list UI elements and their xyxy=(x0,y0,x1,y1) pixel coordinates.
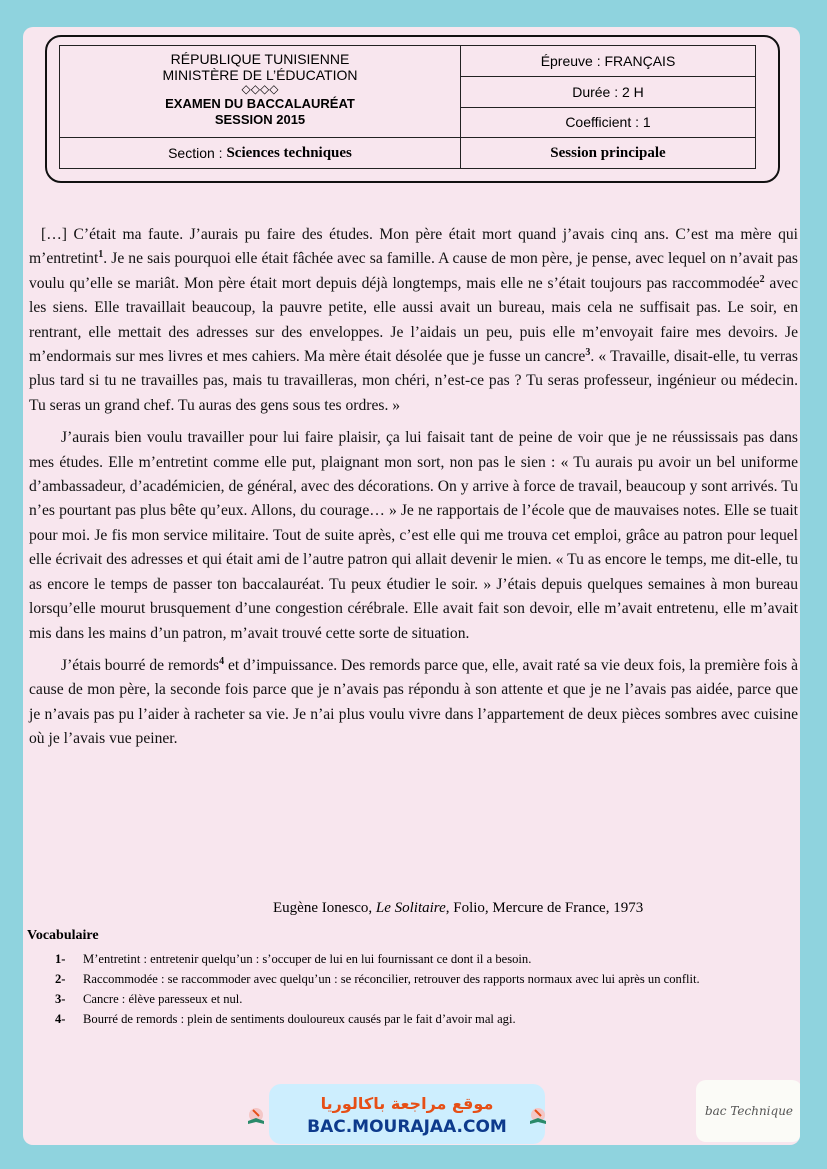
book-logo-icon xyxy=(527,1107,549,1127)
vocab-text: M’entretint : entretenir quelqu’un : s’occuper de lui en lui fournissant ce dont il a besoin. xyxy=(83,952,532,966)
header-table xyxy=(59,45,756,169)
header-right-column xyxy=(461,46,755,168)
header-left-column xyxy=(60,46,461,168)
section-value: Sciences techniques xyxy=(226,144,352,161)
p1-part-b: . Je ne sais pourquoi elle était fâchée avec sa famille. A cause de mon père, je pense, avec lequel on n’avait pas voulu qu’elle se mariât. Mon père était mort depuis déjà longtemps, mais elle ne s’était toujours pas raccommodée xyxy=(29,250,798,292)
vocab-text: Bourré de remords : plein de sentiments douloureux causés par le fait d’avoir mal agi. xyxy=(83,1012,516,1026)
vocab-number: 1- xyxy=(55,952,66,966)
source-title: Le Solitaire xyxy=(375,900,446,916)
p3-part-a: J’étais bourré de remords xyxy=(61,656,220,674)
session-cell: Session principale xyxy=(550,144,666,161)
epreuve-cell: Épreuve : FRANÇAIS xyxy=(461,46,755,77)
session-year: SESSION 2015 xyxy=(214,111,306,127)
vocab-item xyxy=(55,1010,799,1029)
source-citation xyxy=(273,900,643,917)
bac-technique-badge: bac Technique xyxy=(696,1080,800,1142)
ministry-label: MINISTÈRE DE L’ÉDUCATION xyxy=(162,66,358,83)
source-author: Eugène Ionesco, xyxy=(273,900,376,916)
vocab-text: Cancre : élève paresseux et nul. xyxy=(83,992,243,1006)
p1-part-c: avec les siens. Elle travaillait beaucoup, la pauvre petite, elle aussi avait un bureau, mais cela ne suffisait pas. Le soir, en rentrant, elle mettait des adresses sur des enveloppes. Je l’aidais un peu, puis elle m’envoyait faire mes devoirs. Je m’endormais sur mes livres et mes cahiers. Ma mère était désolée que je fusse un cancre xyxy=(29,274,798,366)
paragraph-1 xyxy=(29,223,798,418)
vocabulary-list xyxy=(55,950,799,1030)
book-logo-icon xyxy=(245,1107,267,1127)
exam-header xyxy=(45,35,780,183)
footnote-ref-3: 3 xyxy=(585,346,591,358)
exam-label: EXAMEN DU BACCALAURÉAT xyxy=(165,96,355,111)
p1-part-a: […] C’était ma faute. J’aurais pu faire des études. Mon père était mort quand j’avais cinq ans. C’est ma mère qui m’entretint xyxy=(29,226,798,268)
section-prefix: Section : xyxy=(168,145,227,161)
footnote-ref-1: 1 xyxy=(98,249,104,261)
vocab-item xyxy=(55,950,799,969)
vocab-text: Raccommodée : se raccommoder avec quelqu’un : se réconcilier, retrouver des rapports normaux avec lui après un conflit. xyxy=(83,972,700,986)
site-arabic-name: موقع مراجعة باكالوريا xyxy=(320,1094,494,1113)
header-institution xyxy=(60,46,460,138)
p1-part-d: . « Travaille, disait-elle, tu verras plus tard si tu ne travailles pas, mais tu travailleras, mon chéri, n’est-ce pas ? Tu seras professeur, ingénieur ou médecin. Tu seras un grand chef. Tu auras des gens sous tes ordres. » xyxy=(29,348,799,414)
footnote-ref-4: 4 xyxy=(219,655,225,667)
paragraph-3 xyxy=(29,654,798,752)
vocabulary-title: Vocabulaire xyxy=(27,928,99,943)
vocab-item xyxy=(55,990,799,1009)
duree-cell: Durée : 2 H xyxy=(461,77,755,108)
republic-label: RÉPUBLIQUE TUNISIENNE xyxy=(170,51,350,67)
source-publisher: , Folio, Mercure de France, 1973 xyxy=(445,900,644,916)
exam-page xyxy=(23,27,800,1145)
site-url[interactable]: BAC.MOURAJAA.COM xyxy=(307,1117,507,1137)
footnote-ref-2: 2 xyxy=(759,273,765,285)
site-banner[interactable] xyxy=(269,1084,545,1144)
vocab-number: 4- xyxy=(55,1012,66,1026)
diamond-ornament: ◇◇◇◇ xyxy=(241,82,279,96)
p3-part-b: et d’impuissance. Des remords parce que, elle, avait raté sa vie deux fois, la première fois à cause de mon père, la seconde fois parce que je n’avais pas répondu à son attente et que je ne l’avais pas aidée, parce que je n’avais pas pu l’aider à racheter sa vie. Je n’ai plus voulu vivre dans l’appartement de deux pièces sombres avec cuisine où je l’avais vue peiner. xyxy=(29,656,799,748)
section-cell xyxy=(60,138,460,168)
paragraph-2: J’aurais bien voulu travailler pour lui faire plaisir, ça lui faisait tant de peine de voir que je ne réussissais pas dans mes études. Elle m’entretint comme elle put, plaignant mon sort, non pas le sien : « Tu aurais pu avoir un bel uniforme d’ambassadeur, d’académicien, de général, avec des décorations. On y arrive à force de travail, beaucoup y sont arrivés. Tu n’es pourtant pas plus bête qu’eux. Allons, du courage… » Je ne rapportais de l’école que de mauvaises notes. Elle se tuait pour moi. Je fis mon service militaire. Tout de suite après, c’est elle qui me trouva cet emploi, grâce au patron pour lequel elle écrivait des adresses et qui était ami de l’autre patron qui allait devenir le mien. « Tu as encore le temps, me dit-elle, tu as encore le temps de passer ton baccalauréat. Tu peux étudier le soir. » J’étais depuis quelques semaines à mon bureau lorsqu’elle mourut brusquement d’une congestion cérébrale. Elle avait fait son devoir, elle m’avait entretenu, elle m’avait mis dans les mains d’un patron, m’avait trouvé cette sorte de situation. xyxy=(29,429,798,642)
vocab-number: 3- xyxy=(55,992,66,1006)
passage xyxy=(29,223,798,760)
coefficient-cell: Coefficient : 1 xyxy=(461,108,755,139)
vocab-number: 2- xyxy=(55,972,66,986)
vocab-item xyxy=(55,970,799,989)
